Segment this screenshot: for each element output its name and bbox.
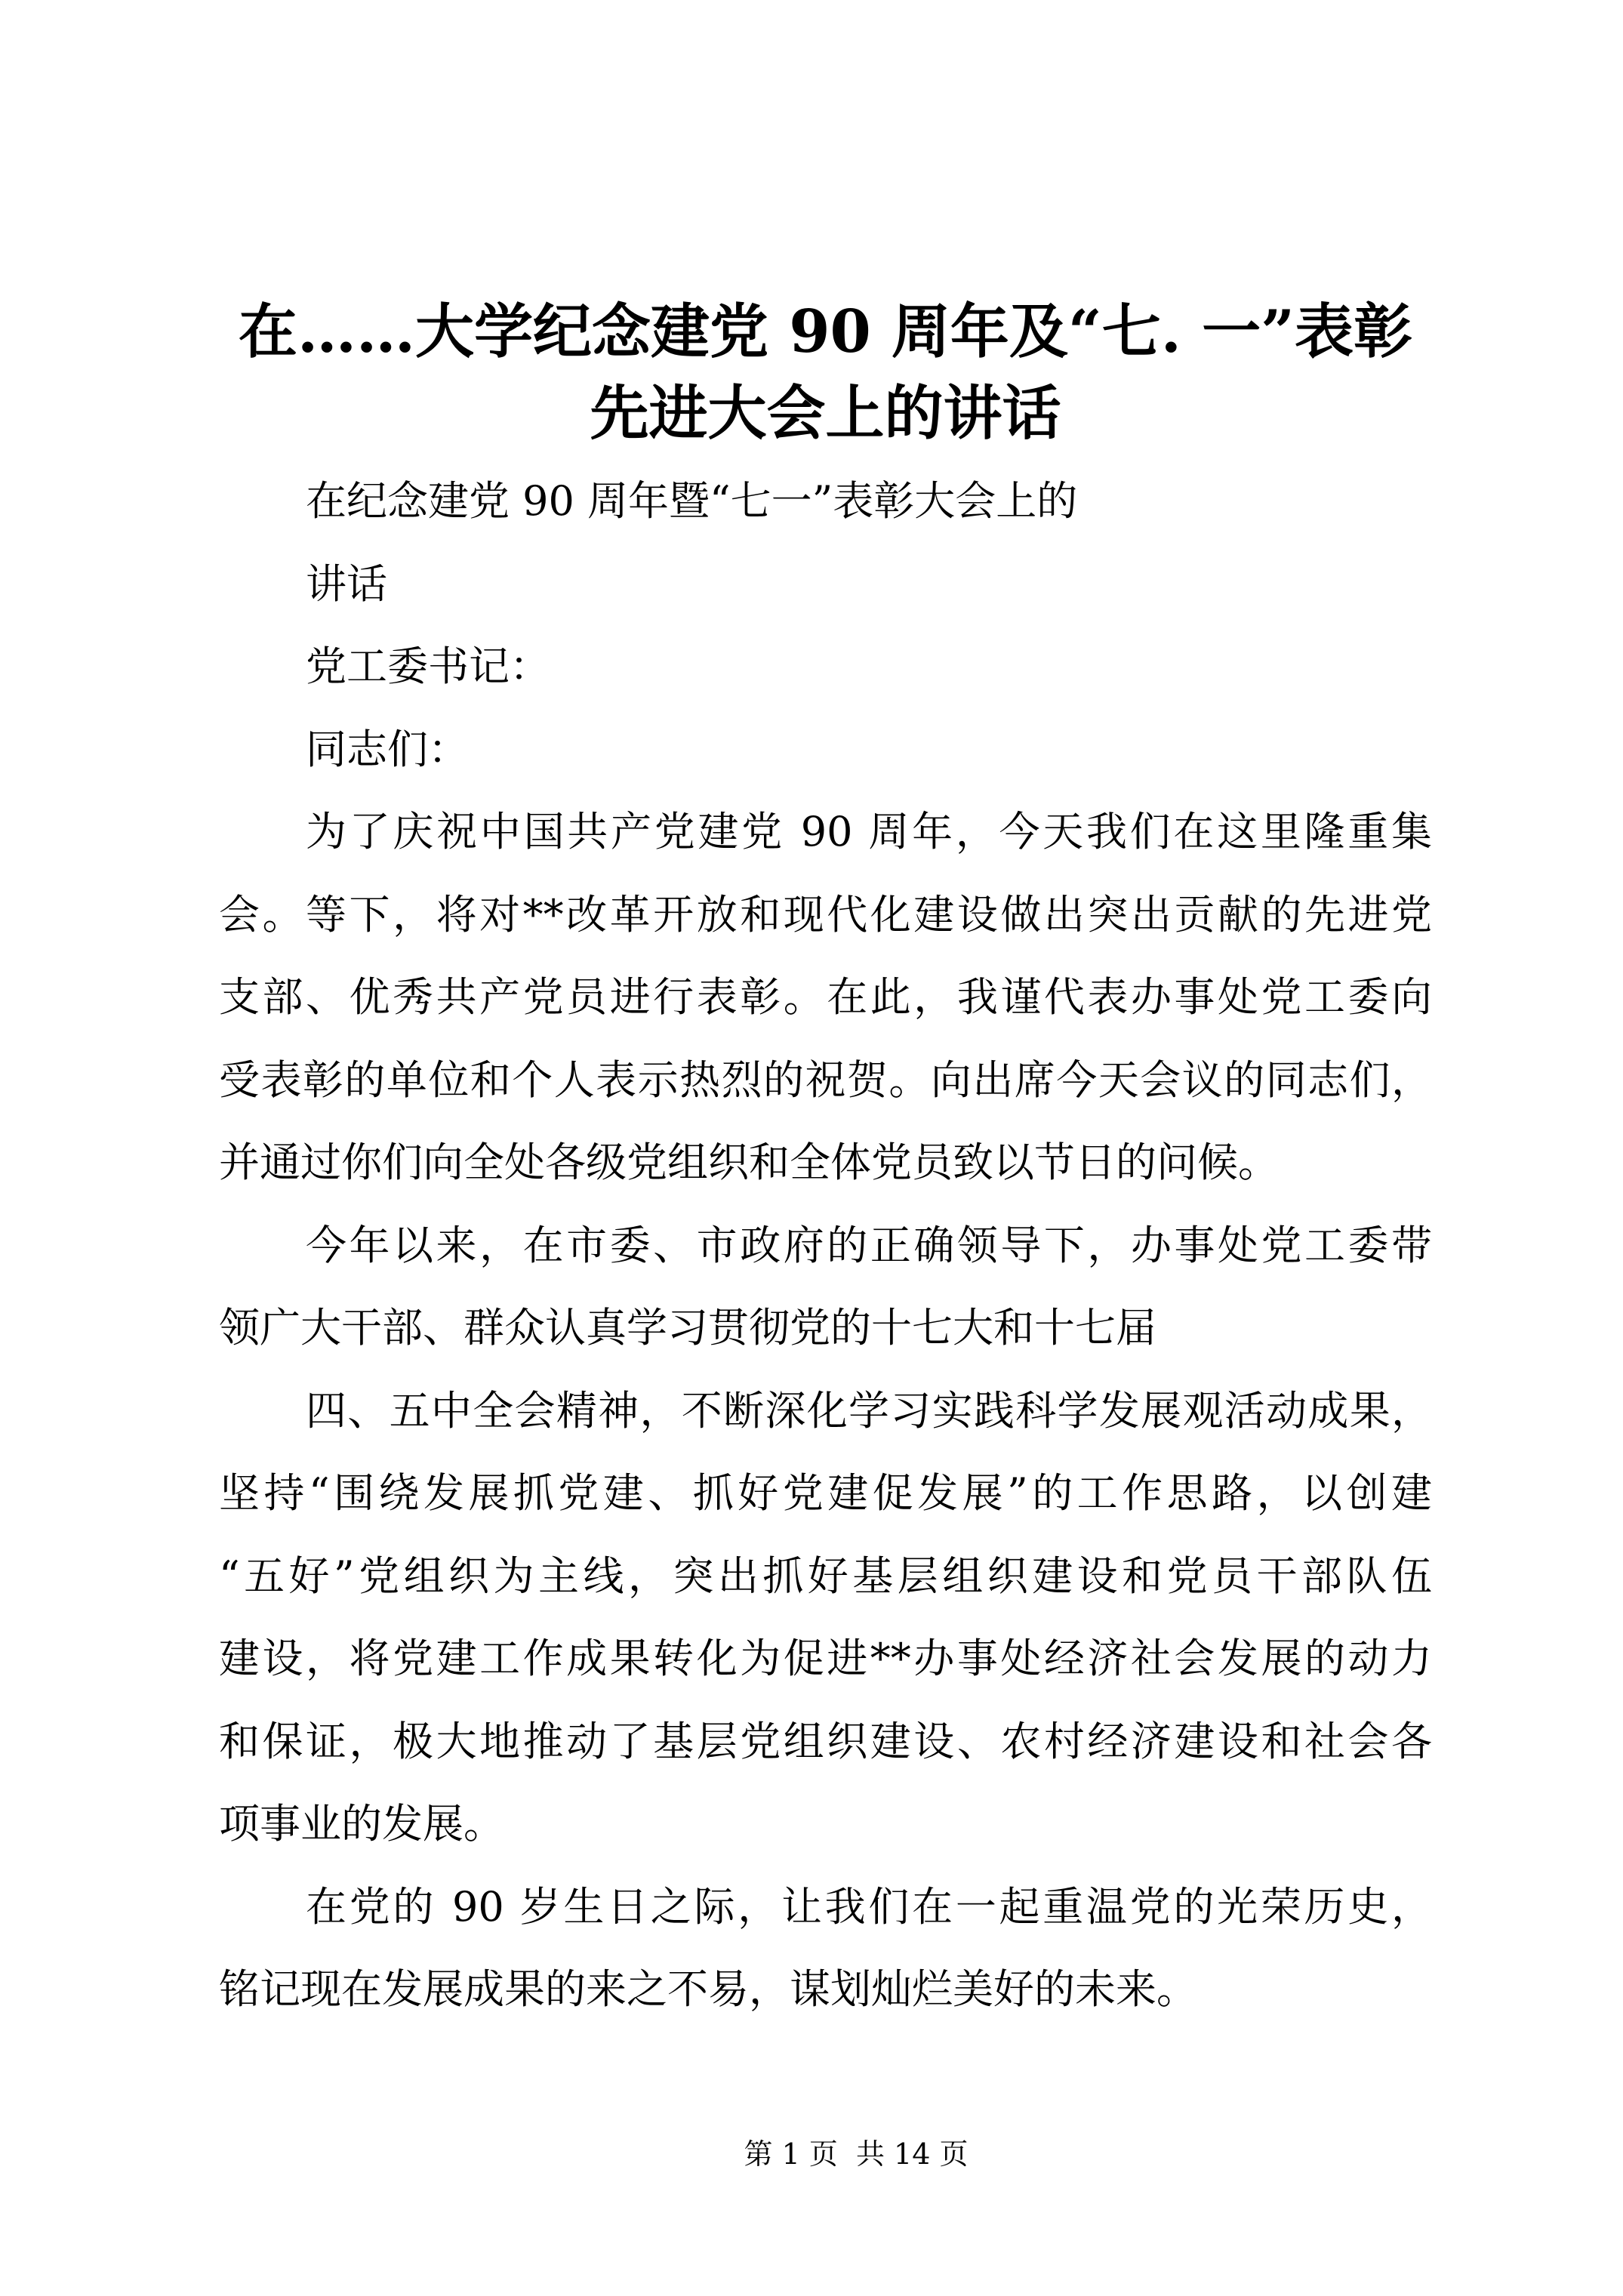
- title-line: 先进大会上的讲话: [590, 379, 1061, 448]
- paragraph: [219, 1204, 1432, 1370]
- body-line: 项事业的发展。: [219, 1800, 504, 1848]
- heading-line: 在纪念建党 90 周年暨“七一”表彰大会上的: [306, 477, 1078, 525]
- body-line: 建设，将党建工作成果转化为促进**办事处经济社会发展的动力: [219, 1635, 1432, 1682]
- body-line: 并通过你们向全处各级党组织和全体党员致以节日的问候。: [219, 1139, 1279, 1186]
- document-title: [219, 291, 1432, 455]
- body-line: 支部、优秀共产党员进行表彰。在此，我谨代表办事处党工委向: [219, 973, 1432, 1021]
- body-line: 在党的 90 岁生日之际，让我们在一起重温党的光荣历史，: [306, 1882, 1432, 1931]
- body-line: 四、五中全会精神，不断深化学习实践科学发展观活动成果，: [306, 1386, 1432, 1435]
- title-line: 在……大学纪念建党 90 周年及“七. 一”表彰: [239, 297, 1412, 366]
- body-line: 坚持“围绕发展抓党建、抓好党建促发展”的工作思路，以创建: [219, 1469, 1432, 1517]
- body-line: 会。等下，将对**改革开放和现代化建设做出突出贡献的先进党: [219, 890, 1432, 938]
- paragraph: [219, 791, 1432, 1204]
- body-line: “五好”党组织为主线，突出抓好基层组织建设和党员干部队伍: [219, 1552, 1432, 1600]
- paragraph: [219, 1866, 1432, 2031]
- body-line: 和保证，极大地推动了基层党组织建设、农村经济建设和社会各: [219, 1717, 1432, 1765]
- salutation-line: 同志们：: [306, 725, 469, 773]
- body-line: 今年以来，在市委、市政府的正确领导下，办事处党工委带: [306, 1221, 1432, 1269]
- body-line: 铭记现在发展成果的来之不易，谋划灿烂美好的未来。: [219, 1965, 1197, 2013]
- page-number-footer: 第 1 页 共 14 页: [744, 2137, 969, 2171]
- speaker-line: 党工委书记：: [306, 643, 550, 690]
- body-line: 受表彰的单位和个人表示热烈的祝贺。向出席今天会议的同志们，: [219, 1056, 1432, 1104]
- paragraph: [219, 1370, 1432, 1866]
- heading-line: 讲话: [306, 559, 387, 608]
- document-body: [219, 460, 1432, 2031]
- body-line: 领广大干部、群众认真学习贯彻党的十七大和十七届: [219, 1304, 1156, 1351]
- body-line: 为了庆祝中国共产党建党 90 周年，今天我们在这里隆重集: [306, 808, 1432, 855]
